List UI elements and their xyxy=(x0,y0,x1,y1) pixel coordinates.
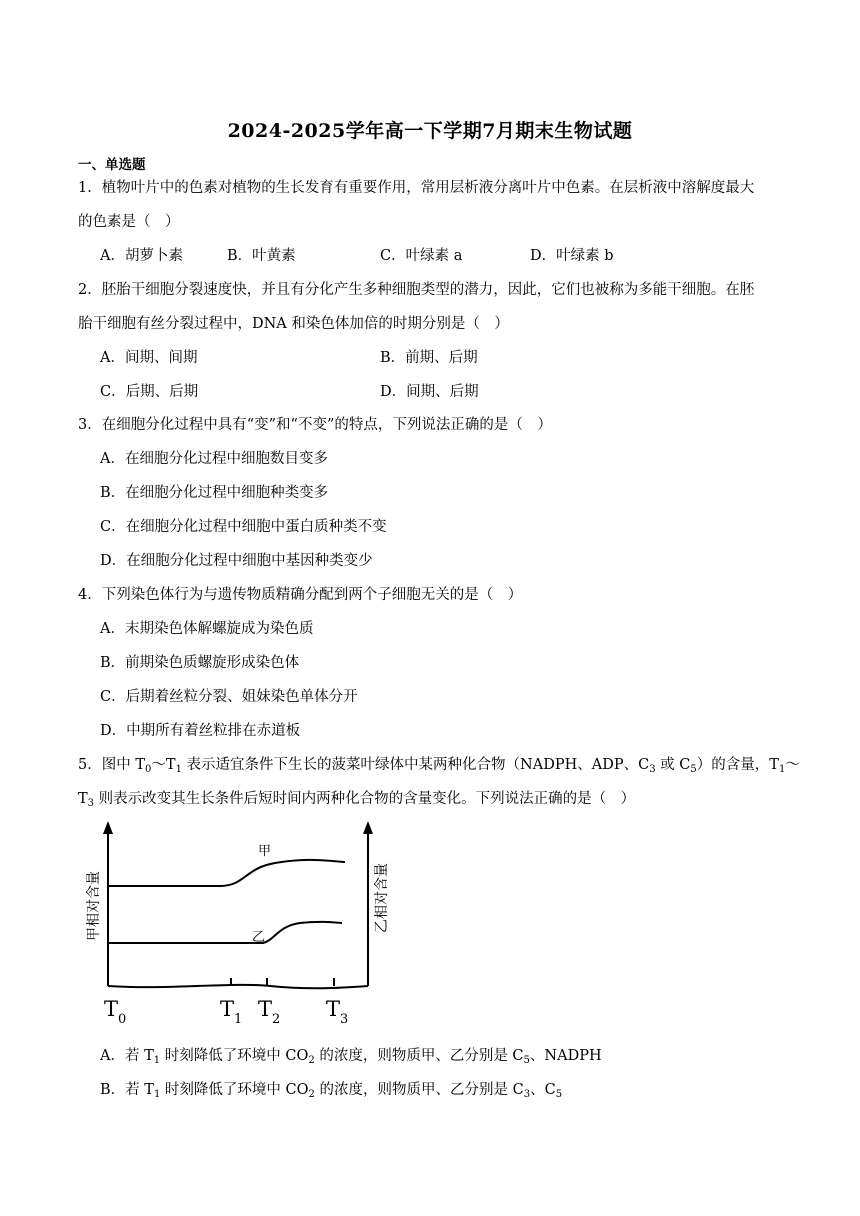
section-heading: 一、单选题 xyxy=(78,157,146,173)
q3-stem: 3．在细胞分化过程中具有“变”和“不变”的特点，下列说法正确的是（ ） xyxy=(78,417,552,433)
tick-label-t1: $T_1$ xyxy=(220,997,243,1027)
q4-option-c: C．后期着丝粒分裂、姐妹染色单体分开 xyxy=(100,689,358,705)
q5-stem-line2: $T_3$ 则表示改变其生长条件后短时间内两种化合物的含量变化。下列说法正确的是（ ） xyxy=(78,791,636,809)
q4-option-a: A．末期染色体解螺旋成为染色质 xyxy=(100,621,314,637)
curve-yi-label: 乙 xyxy=(252,930,266,945)
curve-jia-label: 甲 xyxy=(258,844,272,859)
curve-jia xyxy=(108,860,345,886)
q1-stem-line2: 的色素是（ ） xyxy=(78,214,180,230)
left-axis-arrow xyxy=(103,821,113,834)
right-axis-arrow xyxy=(363,821,373,834)
right-axis-label: 乙相对含量 xyxy=(374,863,390,933)
q2-option-b: B．前期、后期 xyxy=(380,350,478,366)
q5-option-b: B．若 $T_1$ 时刻降低了环境中 $CO_2$ 的浓度，则物质甲、乙分别是 $C_3$、$C_5$ xyxy=(100,1082,563,1100)
tick-label-t2: $T_2$ xyxy=(258,997,281,1027)
q5-stem-line1: 5．图中 $T_0\sim T_1$ 表示适宜条件下生长的菠菜叶绿体中某两种化合物（NADPH、ADP、$C_3$ 或 $C_5$）的含量，$T_1\sim$ xyxy=(78,757,800,775)
q4-stem: 4．下列染色体行为与遗传物质精确分配到两个子细胞无关的是（ ） xyxy=(78,587,523,603)
q3-option-b: B．在细胞分化过程中细胞种类变多 xyxy=(100,485,329,501)
page-title: 2024-2025学年高一下学期7月期末生物试题 xyxy=(227,120,633,142)
q3-option-d: D．在细胞分化过程中细胞中基因种类变少 xyxy=(100,553,373,569)
q3-option-a: A．在细胞分化过程中细胞数目变多 xyxy=(100,451,328,467)
left-axis-label: 甲相对含量 xyxy=(86,871,102,941)
q1-option-b: B．叶黄素 xyxy=(227,248,296,264)
q4-option-b: B．前期染色质螺旋形成染色体 xyxy=(100,655,300,671)
q2-stem-line1: 2．胚胎干细胞分裂速度快，并且有分化产生多种细胞类型的潜力，因此，它们也被称为多能干细胞。在胚 xyxy=(78,282,755,298)
q2-option-a: A．间期、间期 xyxy=(100,350,198,366)
q2-option-c: C．后期、后期 xyxy=(100,384,199,400)
q3-option-c: C．在细胞分化过程中细胞中蛋白质种类不变 xyxy=(100,519,387,535)
q1-option-d: D．叶绿素 b xyxy=(530,248,614,264)
curve-yi xyxy=(108,922,342,943)
q1-stem-line1: 1．植物叶片中的色素对植物的生长发育有重要作用，常用层析液分离叶片中色素。在层析液中溶解度最大 xyxy=(78,180,755,196)
q4-option-d: D．中期所有着丝粒排在赤道板 xyxy=(100,723,301,739)
content-curve-figure xyxy=(80,818,400,1033)
tick-label-t3: $T_3$ xyxy=(326,997,349,1027)
tick-label-t0: $T_0$ xyxy=(104,997,127,1027)
time-axis xyxy=(108,985,368,988)
q5-option-a: A．若 $T_1$ 时刻降低了环境中 $CO_2$ 的浓度，则物质甲、乙分别是 $C_5$、NADPH xyxy=(100,1048,602,1066)
q2-option-d: D．间期、后期 xyxy=(380,384,479,400)
q2-stem-line2: 胎干细胞有丝分裂过程中，DNA 和染色体加倍的时期分别是（ ） xyxy=(78,316,509,332)
q1-option-a: A．胡萝卜素 xyxy=(100,248,183,264)
q1-option-c: C．叶绿素 a xyxy=(380,248,463,264)
